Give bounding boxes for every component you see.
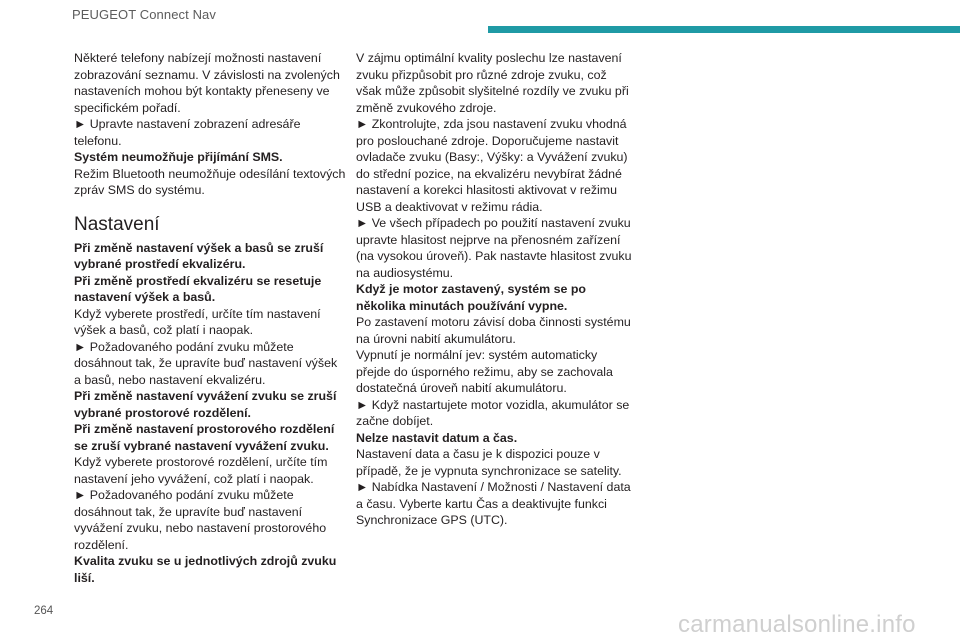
bold-statement: Systém neumožňuje přijímání SMS. [74,150,283,164]
bold-statement: Kvalita zvuku se u jednotlivých zdrojů zvuku liší. [74,554,337,585]
paragraph: V zájmu optimální kvality poslechu lze nastavení zvuku přizpůsobit pro různé zdroje zvuku, což však může způsobit slyšitelné rozdíly ve zvuku při změně zvukového zdroje. [356,51,629,115]
bold-statement: Při změně prostředí ekvalizéru se resetuje nastavení výšek a basů. [74,273,322,304]
left-text-column [74,50,346,586]
paragraph: ► Zkontrolujte, zda jsou nastavení zvuku vhodná pro poslouchané zdroje. Doporučujeme nastavit ovladače zvuku (Basy:, Výšky: a Vyvážení zvuku) do střední pozice, na ekvalizéru nevybírat žádné nastavení a korekci hlasitosti aktivovat v režimu USB a deaktivovat v režimu rádia. [356,117,628,214]
paragraph: ► Upravte nastavení zobrazení adresáře telefonu. [74,117,301,148]
header-accent-bar [488,26,960,33]
paragraph: Vypnutí je normální jev: systém automaticky přejde do úsporného režimu, aby se zachovala dostatečná úroveň nabití akumulátoru. [356,348,613,395]
bold-statement: Při změně nastavení vyvážení zvuku se zruší vybrané prostorové rozdělení. [74,389,337,420]
bold-statement: Při změně nastavení prostorového rozdělení se zruší vybrané nastavení vyvážení zvuku. [74,422,335,453]
section-heading: Nastavení [74,213,160,235]
bold-statement: Když je motor zastavený, systém se po několika minutách používání vypne. [356,282,587,313]
right-text-column [356,50,634,529]
paragraph: Nastavení data a času je k dispozici pouze v případě, že je vypnuta synchronizace se satelity. [356,447,622,478]
paragraph: Po zastavení motoru závisí doba činnosti systému na úrovni nabití akumulátoru. [356,315,631,346]
bold-statement: Nelze nastavit datum a čas. [356,430,518,445]
paragraph: ► Ve všech případech po použití nastavení zvuku upravte hlasitost nejprve na přenosném zařízení (na vysokou úroveň). Pak nastavte hlasitost zvuku na audiosystému. [356,216,632,280]
paragraph: Režim Bluetooth neumožňuje odesílání textových zpráv SMS do systému. [74,166,346,197]
paragraph: Některé telefony nabízejí možnosti nastavení zobrazování seznamu. V závislosti na zvolených nastaveních mohou být kontakty přeneseny ve specifickém pořadí. [74,51,340,115]
page-number: 264 [34,605,54,617]
bold-statement: Při změně nastavení výšek a basů se zruší vybrané prostředí ekvalizéru. [74,240,324,271]
running-header-title: PEUGEOT Connect Nav [72,7,216,22]
site-watermark: carmanualsonline.info [678,611,916,638]
paragraph: ► Když nastartujete motor vozidla, akumulátor se začne dobíjet. [356,397,630,428]
paragraph: ► Požadovaného podání zvuku můžete dosáhnout tak, že upravíte buď nastavení výšek a basů, nebo nastavení ekvalizéru. [74,339,338,387]
paragraph: Když vyberete prostorové rozdělení, určíte tím nastavení jeho vyvážení, což platí i naopak. [74,455,328,486]
paragraph: Když vyberete prostředí, určíte tím nastavení výšek a basů, což platí i naopak. [74,306,321,337]
paragraph: ► Nabídka Nastavení / Možnosti / Nastavení data a času. Vyberte kartu Čas a deaktivujte funkci Synchronizace GPS (UTC). [356,480,631,527]
paragraph: ► Požadovaného podání zvuku můžete dosáhnout tak, že upravíte buď nastavení vyvážení zvuku, nebo nastavení prostorového rozdělení. [74,488,327,552]
